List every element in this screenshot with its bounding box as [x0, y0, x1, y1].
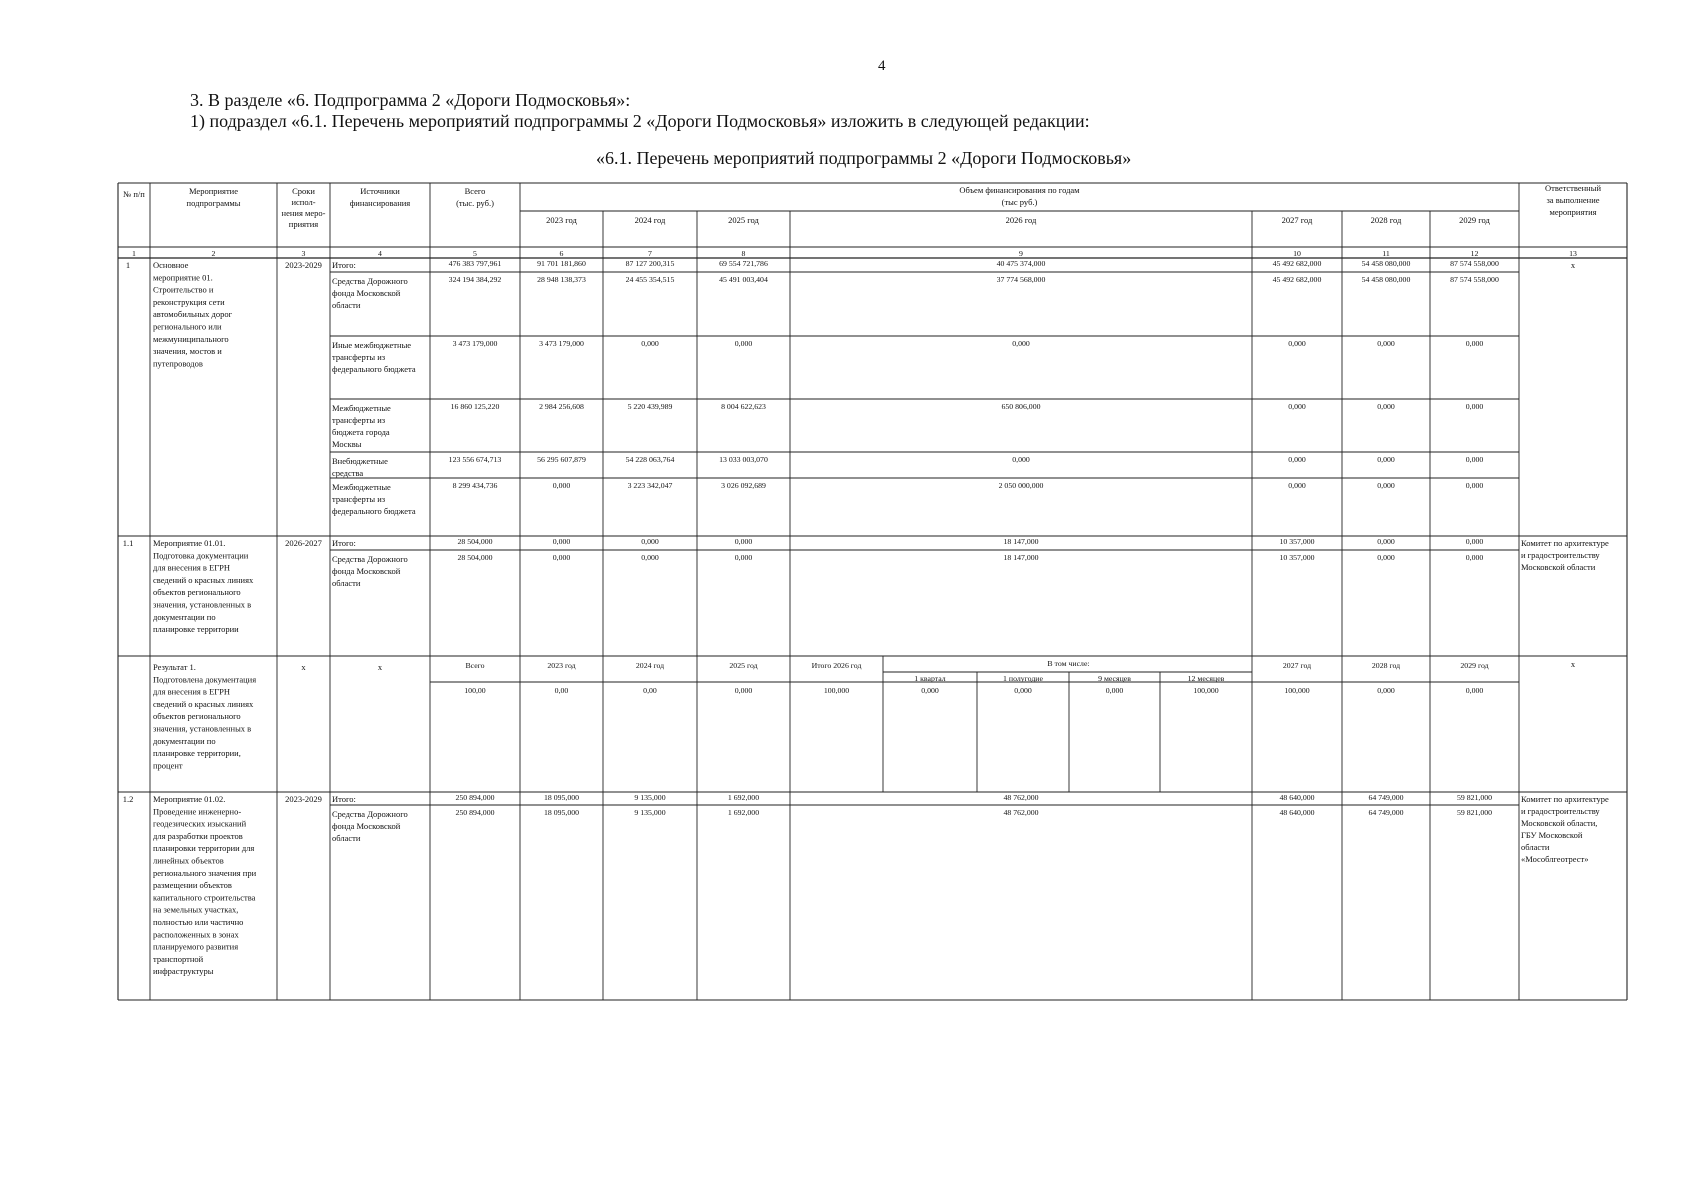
- value-y2023: 91 701 181,860: [537, 259, 586, 268]
- value-y2023: 56 295 607,879: [537, 455, 586, 464]
- result-header-y2028: 2028 год: [1371, 661, 1401, 670]
- event-name: мероприятие 01.: [153, 272, 213, 283]
- header-total: (тыс. руб.): [456, 198, 494, 208]
- result-value-y2028: 0,000: [1377, 686, 1395, 695]
- value-y2028: 0,000: [1377, 481, 1395, 490]
- event-name: Основное: [153, 260, 189, 270]
- value-total: 28 504,000: [457, 537, 493, 546]
- source-name: трансферты из: [332, 415, 386, 425]
- event-name: Подготовка документации: [153, 550, 249, 561]
- value-y2024: 87 127 200,315: [625, 259, 675, 268]
- value-total: 16 860 125,220: [450, 402, 500, 411]
- result-header-total: Всего: [465, 661, 485, 670]
- result-name: для внесения в ЕГРН: [153, 686, 231, 697]
- column-number: 2: [211, 249, 216, 258]
- intro-line-1: 3. В разделе «6. Подпрограмма 2 «Дороги Подмосковья»:: [190, 90, 631, 110]
- value-total: 476 383 797,961: [448, 259, 502, 268]
- header-total: Всего: [464, 186, 486, 196]
- column-number: 10: [1293, 249, 1301, 258]
- event-name: Строительство и: [153, 284, 214, 295]
- event-name: Проведение инженерно-: [153, 806, 242, 817]
- source-name: Итого:: [332, 260, 356, 270]
- value-y2027: 0,000: [1288, 481, 1306, 490]
- event-name: расположенных в зонах: [153, 929, 239, 940]
- event-name: значения, мостов и: [153, 346, 222, 357]
- value-y2024: 9 135,000: [634, 808, 666, 817]
- source-name: Итого:: [332, 794, 356, 804]
- header-term: приятия: [288, 219, 319, 229]
- value-y2029: 0,000: [1465, 455, 1484, 464]
- result-value-y2023: 0,00: [554, 686, 569, 695]
- column-number: 4: [378, 249, 382, 258]
- value-y2025: 1 692,000: [727, 793, 760, 802]
- header-volume: (тыс руб.): [1001, 197, 1038, 207]
- result-header-itogo2026: Итого 2026 год: [811, 661, 862, 670]
- responsible: x: [1570, 260, 1576, 270]
- value-y2027: 48 640,000: [1279, 808, 1315, 817]
- header-year: 2028 год: [1370, 215, 1402, 225]
- event-name: регионального значения при: [153, 867, 257, 878]
- result-header-y2027: 2027 год: [1282, 661, 1312, 670]
- event-name: транспортной: [153, 953, 204, 964]
- event-name: капитального строительства: [153, 892, 256, 903]
- value-y2025: 1 692,000: [727, 808, 760, 817]
- result-name: Результат 1.: [153, 662, 196, 672]
- event-term: 2026-2027: [285, 538, 322, 548]
- responsible: Московской области: [1521, 562, 1596, 572]
- value-y2029: 59 821,000: [1456, 793, 1493, 802]
- value-y2027: 45 492 682,000: [1272, 259, 1322, 268]
- value-y2026: 18 147,000: [1003, 553, 1039, 562]
- value-y2028: 0,000: [1377, 455, 1395, 464]
- value-y2023: 2 984 256,608: [539, 402, 584, 411]
- value-y2024: 5 220 439,989: [627, 402, 673, 411]
- result-value-total: 100,00: [464, 686, 486, 695]
- value-y2025: 0,000: [734, 553, 753, 562]
- column-number: 7: [648, 249, 652, 258]
- source-name: трансферты из: [332, 352, 386, 362]
- value-y2029: 87 574 558,000: [1450, 275, 1499, 284]
- result-header-y2025: 2025 год: [729, 661, 758, 670]
- value-y2025: 69 554 721,786: [719, 259, 768, 268]
- value-total: 324 194 384,292: [448, 275, 502, 284]
- value-y2029: 59 821,000: [1456, 808, 1493, 817]
- result-value-y2025: 0,000: [734, 686, 753, 695]
- header-num: № п/п: [123, 189, 145, 199]
- value-y2028: 64 749,000: [1368, 808, 1404, 817]
- header-event: Мероприятие: [188, 186, 239, 196]
- result-header-y2029: 2029 год: [1460, 661, 1489, 670]
- value-y2027: 10 357,000: [1279, 553, 1315, 562]
- result-value-y2029: 0,000: [1465, 686, 1484, 695]
- value-y2029: 0,000: [1465, 537, 1484, 546]
- source-name: Средства Дорожного: [332, 809, 408, 819]
- value-y2026: 18 147,000: [1003, 537, 1039, 546]
- result-name: объектов регионального: [153, 711, 241, 722]
- value-y2023: 3 473 179,000: [539, 339, 584, 348]
- value-y2029: 0,000: [1465, 553, 1484, 562]
- column-number: 1: [132, 249, 136, 258]
- source-name: области: [332, 300, 361, 310]
- event-name: для внесения в ЕГРН: [153, 562, 231, 573]
- event-name: сведений о красных линиях: [153, 574, 254, 585]
- source-name: Межбюджетные: [332, 482, 391, 492]
- source-name: федерального бюджета: [332, 506, 416, 516]
- value-y2029: 0,000: [1465, 481, 1484, 490]
- value-y2025: 0,000: [734, 537, 753, 546]
- source-name: области: [332, 833, 361, 843]
- column-number: 13: [1569, 249, 1577, 258]
- value-y2026: 48 762,000: [1003, 793, 1039, 802]
- value-y2025: 0,000: [734, 339, 753, 348]
- value-y2027: 45 492 682,000: [1272, 275, 1322, 284]
- responsible: ГБУ Московской: [1521, 830, 1583, 840]
- result-value-h1: 0,000: [1014, 686, 1032, 695]
- responsible: и градостроительству: [1521, 806, 1600, 816]
- event-name: планировке территории: [153, 624, 239, 635]
- value-y2027: 48 640,000: [1279, 793, 1315, 802]
- value-y2025: 3 026 092,689: [721, 481, 766, 490]
- header-year: 2026 год: [1005, 215, 1037, 225]
- event-name: регионального или: [153, 321, 222, 332]
- value-total: 250 894,000: [455, 808, 495, 817]
- result-value-itogo2026: 100,000: [823, 686, 850, 695]
- column-number: 3: [301, 249, 306, 258]
- result-name: сведений о красных линиях: [153, 698, 254, 709]
- source-name: фонда Московской: [332, 566, 401, 576]
- value-y2026: 40 475 374,000: [996, 259, 1046, 268]
- source-name: Внебюджетные: [332, 456, 388, 466]
- responsible: Московской области,: [1521, 818, 1598, 828]
- value-y2024: 3 223 342,047: [627, 481, 673, 490]
- value-y2027: 0,000: [1288, 455, 1306, 464]
- result-header-h1: 1 полугодие: [1003, 674, 1043, 683]
- source-name: Средства Дорожного: [332, 554, 408, 564]
- value-y2026: 650 806,000: [1001, 402, 1041, 411]
- header-volume: Объем финансирования по годам: [959, 185, 1080, 195]
- value-y2028: 0,000: [1377, 537, 1395, 546]
- value-y2024: 54 228 063,764: [625, 455, 675, 464]
- event-name: геодезических изысканий: [153, 818, 247, 829]
- value-y2027: 0,000: [1288, 402, 1306, 411]
- event-name: на земельных участках,: [153, 904, 239, 915]
- responsible: Комитет по архитектуре: [1521, 538, 1609, 548]
- result-name: процент: [153, 760, 183, 771]
- value-y2023: 0,000: [552, 553, 571, 562]
- header-year: 2027 год: [1281, 215, 1313, 225]
- value-y2025: 13 033 003,070: [719, 455, 768, 464]
- value-y2026: 0,000: [1012, 455, 1030, 464]
- result-source: x: [377, 662, 383, 672]
- event-name: линейных объектов: [153, 855, 224, 866]
- event-name: межмуниципального: [153, 333, 229, 344]
- event-name: Мероприятие 01.01.: [153, 538, 226, 548]
- header-responsible: Ответственный: [1545, 183, 1601, 193]
- value-y2023: 18 095,000: [543, 808, 580, 817]
- header-event: подпрограммы: [186, 198, 241, 208]
- result-name: планировке территории,: [153, 748, 241, 759]
- responsible: «Мособлгеотрест»: [1521, 854, 1589, 864]
- value-y2024: 24 455 354,515: [625, 275, 675, 284]
- event-name: реконструкция сети: [153, 296, 225, 307]
- column-number: 6: [559, 249, 564, 258]
- value-y2028: 0,000: [1377, 339, 1395, 348]
- responsible: области: [1521, 842, 1550, 852]
- value-y2027: 0,000: [1288, 339, 1306, 348]
- value-total: 3 473 179,000: [452, 339, 498, 348]
- intro-line-2: 1) подраздел «6.1. Перечень мероприятий подпрограммы 2 «Дороги Подмосковья» изложить в следующей редакции:: [190, 111, 1090, 131]
- source-name: Итого:: [332, 538, 356, 548]
- result-responsible: x: [1570, 659, 1576, 669]
- row-number: 1.1: [122, 538, 134, 548]
- value-y2026: 0,000: [1012, 339, 1030, 348]
- value-y2028: 54 458 080,000: [1361, 275, 1411, 284]
- header-year: 2025 год: [728, 215, 759, 225]
- result-header-m12: 12 месяцев: [1187, 674, 1225, 683]
- source-name: Межбюджетные: [332, 403, 391, 413]
- result-header-q1: 1 квартал: [914, 674, 946, 683]
- column-number: 8: [741, 249, 746, 258]
- header-responsible: за выполнение: [1546, 195, 1600, 205]
- column-number: 9: [1019, 249, 1023, 258]
- event-name: инфраструктуры: [153, 966, 214, 977]
- event-term: 2023-2029: [285, 794, 322, 804]
- event-name: планируемого развития: [153, 941, 239, 952]
- table-title: «6.1. Перечень мероприятий подпрограммы 2 «Дороги Подмосковья»: [596, 148, 1132, 168]
- header-sources: финансирования: [349, 198, 411, 208]
- column-number: 5: [473, 249, 477, 258]
- event-term: 2023-2029: [285, 260, 322, 270]
- value-y2029: 0,000: [1465, 339, 1484, 348]
- event-name: размещении объектов: [153, 880, 232, 891]
- result-header-m9: 9 месяцев: [1098, 674, 1131, 683]
- value-y2026: 37 774 568,000: [996, 275, 1046, 284]
- value-y2023: 18 095,000: [543, 793, 580, 802]
- value-total: 28 504,000: [457, 553, 493, 562]
- result-header-y2023: 2023 год: [547, 661, 576, 670]
- value-y2026: 48 762,000: [1003, 808, 1039, 817]
- value-y2029: 0,000: [1465, 402, 1484, 411]
- value-y2029: 87 574 558,000: [1450, 259, 1499, 268]
- header-term: Сроки: [292, 186, 315, 196]
- row-number: 1: [125, 260, 131, 270]
- header-sources: Источники: [360, 186, 400, 196]
- source-name: Средства Дорожного: [332, 276, 408, 286]
- event-name: автомобильных дорог: [153, 309, 233, 320]
- source-name: Иные межбюджетные: [332, 340, 412, 350]
- result-header-incl: В том числе:: [1047, 659, 1090, 668]
- value-y2026: 2 050 000,000: [998, 481, 1044, 490]
- result-value-q1: 0,000: [921, 686, 939, 695]
- result-name: значения, установленных в: [153, 723, 252, 734]
- header-year: 2024 год: [634, 215, 666, 225]
- event-name: Мероприятие 01.02.: [153, 794, 226, 804]
- value-total: 250 894,000: [455, 793, 495, 802]
- event-name: полностью или частично: [153, 917, 244, 927]
- event-name: планировки территории для: [153, 843, 255, 854]
- column-number: 12: [1470, 249, 1479, 258]
- value-y2023: 0,000: [552, 537, 571, 546]
- source-name: Москвы: [332, 439, 362, 449]
- column-number: 11: [1382, 249, 1390, 258]
- event-name: объектов регионального: [153, 587, 241, 598]
- value-y2025: 45 491 003,404: [719, 275, 768, 284]
- value-y2028: 64 749,000: [1368, 793, 1404, 802]
- result-name: Подготовлена документация: [153, 674, 257, 685]
- value-y2024: 0,000: [641, 537, 659, 546]
- value-total: 123 556 674,713: [448, 455, 502, 464]
- source-name: бюджета города: [332, 427, 390, 437]
- value-y2023: 0,000: [552, 481, 571, 490]
- result-header-y2024: 2024 год: [635, 661, 665, 670]
- source-name: федерального бюджета: [332, 364, 416, 374]
- event-name: путепроводов: [153, 358, 203, 369]
- event-name: значения, установленных в: [153, 599, 252, 610]
- value-y2028: 0,000: [1377, 402, 1395, 411]
- value-y2024: 0,000: [641, 339, 659, 348]
- value-y2024: 9 135,000: [634, 793, 666, 802]
- row-number: 1.2: [122, 794, 134, 804]
- value-total: 8 299 434,736: [452, 481, 498, 490]
- responsible: Комитет по архитектуре: [1521, 794, 1609, 804]
- value-y2028: 54 458 080,000: [1361, 259, 1411, 268]
- header-responsible: мероприятия: [1549, 207, 1597, 217]
- value-y2024: 0,000: [641, 553, 659, 562]
- header-year: 2023 год: [546, 215, 577, 225]
- result-value-y2024: 0,00: [643, 686, 657, 695]
- event-name: для разработки проектов: [153, 830, 243, 841]
- result-term: x: [301, 662, 306, 672]
- result-value-m9: 0,000: [1105, 686, 1124, 695]
- result-name: документации по: [153, 735, 216, 746]
- source-name: фонда Московской: [332, 288, 401, 298]
- source-name: области: [332, 578, 361, 588]
- page-number: 4: [878, 58, 886, 74]
- header-term: нения меро-: [281, 208, 326, 218]
- result-value-y2027: 100,000: [1284, 686, 1310, 695]
- result-value-m12: 100,000: [1193, 686, 1219, 695]
- source-name: фонда Московской: [332, 821, 401, 831]
- header-term: испол-: [291, 197, 316, 207]
- event-name: документации по: [153, 611, 216, 622]
- value-y2023: 28 948 138,373: [537, 275, 586, 284]
- value-y2025: 8 004 622,623: [721, 402, 766, 411]
- source-name: средства: [332, 468, 364, 478]
- source-name: трансферты из: [332, 494, 386, 504]
- value-y2027: 10 357,000: [1279, 537, 1315, 546]
- value-y2028: 0,000: [1377, 553, 1395, 562]
- header-year: 2029 год: [1459, 215, 1490, 225]
- responsible: и градостроительству: [1521, 550, 1600, 560]
